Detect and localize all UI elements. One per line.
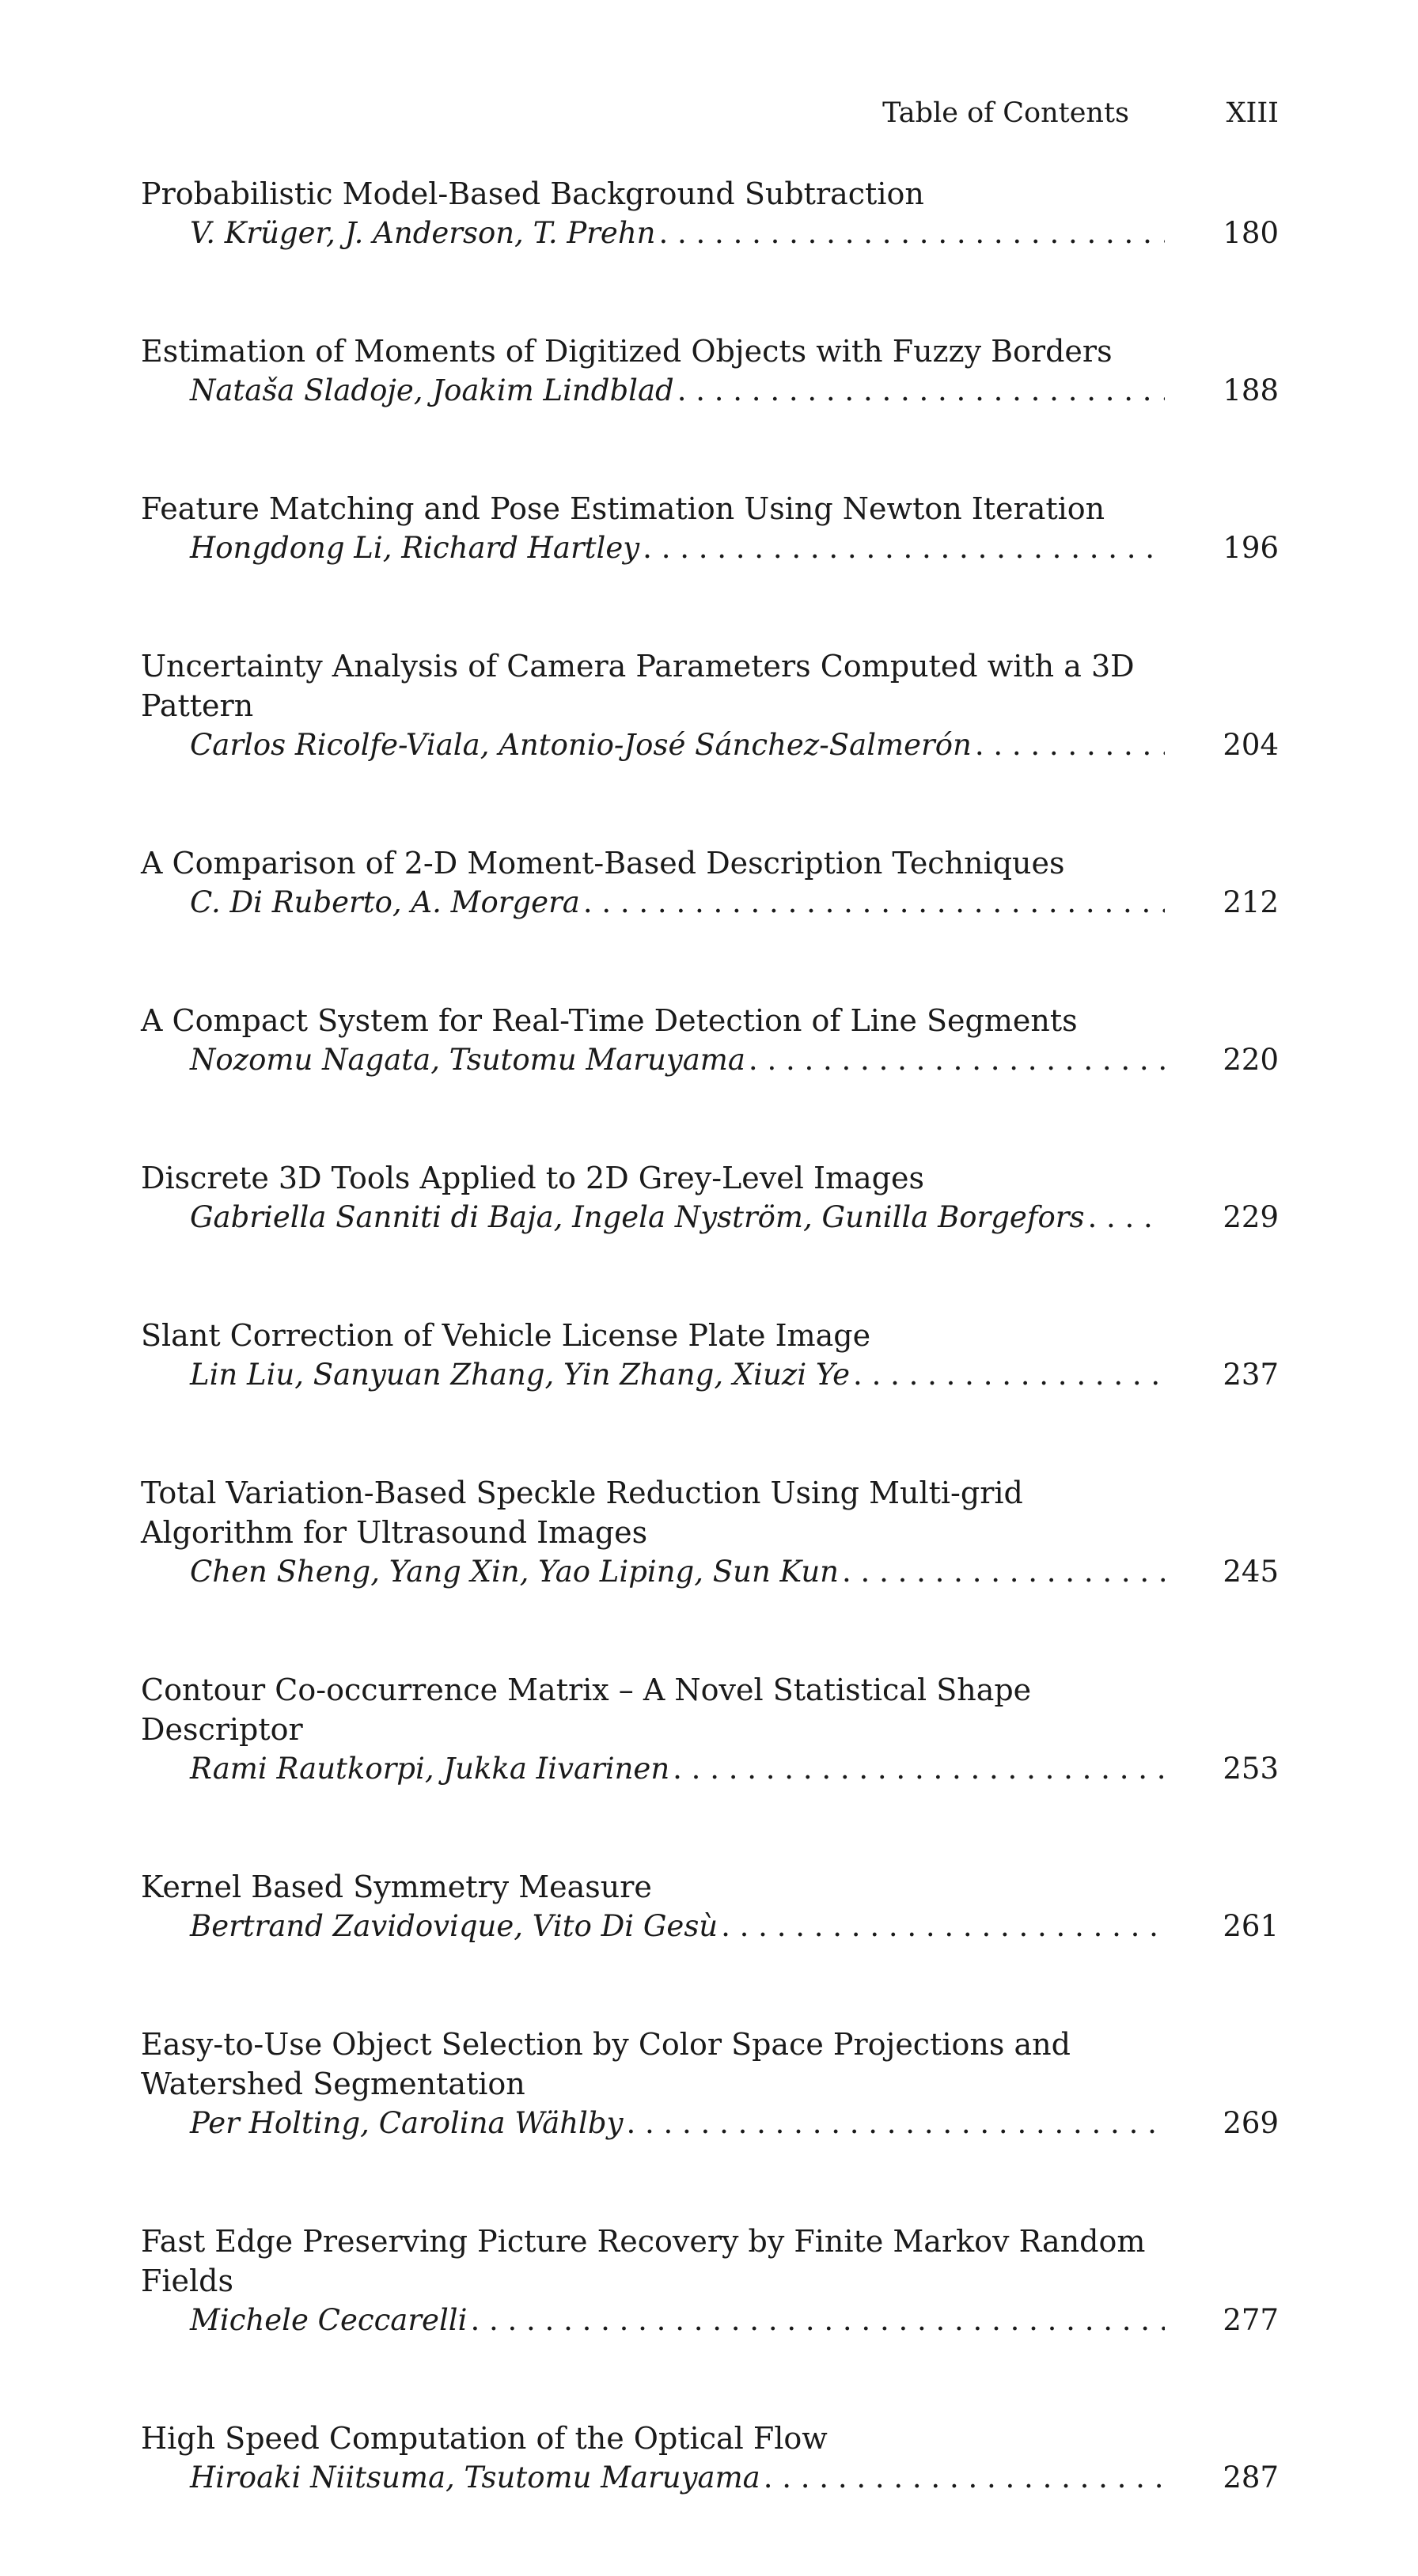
running-head: [141, 93, 1279, 133]
entry-page-number: 229: [1223, 1200, 1279, 1234]
entry-author-line: [141, 1749, 1279, 1789]
toc-entry: [141, 1158, 1279, 1237]
entry-author-line: [141, 2301, 1279, 2340]
entry-author-line: [141, 1552, 1279, 1592]
entry-title: Estimation of Moments of Digitized Objects with Fuzzy Borders: [141, 334, 1113, 369]
table-of-contents: [141, 174, 1279, 2576]
entry-author-line: [141, 1355, 1279, 1395]
entry-title: Slant Correction of Vehicle License Plate Image: [141, 1318, 871, 1353]
entry-author-line: [141, 1198, 1279, 1237]
dot-leader: [842, 1552, 1165, 1592]
dot-leader: [975, 725, 1165, 765]
entry-page-number: 212: [1223, 885, 1279, 919]
entry-title: Easy-to-Use Object Selection by Color Space Projections and Watershed Segmentation: [141, 2027, 1071, 2101]
dot-leader: [673, 1749, 1165, 1789]
entry-authors: Chen Sheng, Yang Xin, Yao Liping, Sun Kun: [190, 1555, 840, 1589]
entry-author-line: [141, 1040, 1279, 1080]
entry-authors: Hiroaki Niitsuma, Tsutomu Maruyama: [190, 2460, 760, 2495]
entry-authors: C. Di Ruberto, A. Morgera: [190, 885, 580, 919]
entry-author-line: [141, 528, 1279, 568]
dot-leader: [677, 371, 1165, 411]
entry-page-number: 220: [1223, 1043, 1279, 1077]
entry-title: A Comparison of 2-D Moment-Based Description Techniques: [141, 846, 1065, 881]
dot-leader: [626, 2104, 1165, 2143]
entry-authors: Gabriella Sanniti di Baja, Ingela Nyström, Gunilla Borgefors: [190, 1200, 1085, 1234]
dot-leader: [749, 1040, 1165, 1080]
entry-title: Feature Matching and Pose Estimation Using Newton Iteration: [141, 491, 1105, 526]
dot-leader: [658, 214, 1165, 253]
entry-authors: Lin Liu, Sanyuan Zhang, Yin Zhang, Xiuzi Ye: [190, 1358, 851, 1392]
entry-authors: Nataša Sladoje, Joakim Lindblad: [190, 373, 674, 407]
entry-author-line: [141, 1907, 1279, 1946]
entry-page-number: 245: [1223, 1555, 1279, 1589]
dot-leader: [583, 883, 1165, 922]
entry-authors: Per Holting, Carolina Wählby: [190, 2106, 624, 2140]
entry-title: Fast Edge Preserving Picture Recovery by Finite Markov Random Fields: [141, 2224, 1146, 2298]
entry-title: High Speed Computation of the Optical Flow: [141, 2421, 828, 2456]
toc-entry: [141, 646, 1279, 765]
entry-title: Kernel Based Symmetry Measure: [141, 1869, 652, 1904]
entry-page-number: 196: [1223, 531, 1279, 565]
entry-title: Contour Co-occurrence Matrix – A Novel Statistical Shape Descriptor: [141, 1673, 1032, 1747]
toc-entry: [141, 489, 1279, 568]
entry-authors: Bertrand Zavidovique, Vito Di Gesù: [190, 1909, 718, 1943]
entry-author-line: [141, 2104, 1279, 2143]
entry-authors: Nozomu Nagata, Tsutomu Maruyama: [190, 1043, 745, 1077]
entry-title: A Compact System for Real-Time Detection of Line Segments: [141, 1003, 1078, 1038]
dot-leader: [721, 1907, 1165, 1946]
toc-entry: [141, 843, 1279, 922]
toc-entry: [141, 174, 1279, 253]
toc-entry: [141, 1473, 1279, 1592]
entry-title: Uncertainty Analysis of Camera Parameters Computed with a 3D Pattern: [141, 649, 1135, 723]
running-head-page-number: XIII: [1226, 97, 1279, 129]
entry-author-line: [141, 371, 1279, 411]
entry-authors: Carlos Ricolfe-Viala, Antonio-José Sánchez-Salmerón: [190, 728, 972, 762]
entry-author-line: [141, 2458, 1279, 2498]
entry-page-number: 237: [1223, 1358, 1279, 1392]
entry-title: Discrete 3D Tools Applied to 2D Grey-Level Images: [141, 1161, 924, 1195]
dot-leader: [470, 2301, 1165, 2340]
entry-page-number: 253: [1223, 1752, 1279, 1786]
toc-entry: [141, 1316, 1279, 1395]
entry-page-number: 269: [1223, 2106, 1279, 2140]
toc-entry: [141, 1001, 1279, 1080]
entry-authors: Hongdong Li, Richard Hartley: [190, 531, 640, 565]
dot-leader: [1087, 1198, 1165, 1237]
entry-page-number: 277: [1223, 2303, 1279, 2337]
toc-entry: [141, 1670, 1279, 1789]
toc-entry: [141, 1867, 1279, 1946]
entry-author-line: [141, 883, 1279, 922]
entry-title: Probabilistic Model-Based Background Subtraction: [141, 176, 924, 211]
toc-entry: [141, 2419, 1279, 2498]
entry-page-number: 261: [1223, 1909, 1279, 1943]
toc-entry: [141, 2222, 1279, 2340]
entry-page-number: 180: [1223, 216, 1279, 250]
entry-page-number: 188: [1223, 373, 1279, 407]
entry-authors: Michele Ceccarelli: [190, 2303, 468, 2337]
toc-entry: [141, 2025, 1279, 2143]
entry-authors: V. Krüger, J. Anderson, T. Prehn: [190, 216, 656, 250]
running-head-title: Table of Contents: [882, 97, 1129, 129]
dot-leader: [643, 528, 1165, 568]
entry-page-number: 204: [1223, 728, 1279, 762]
entry-authors: Rami Rautkorpi, Jukka Iivarinen: [190, 1752, 670, 1786]
toc-entry: [141, 331, 1279, 411]
entry-author-line: [141, 214, 1279, 253]
entry-author-line: [141, 725, 1279, 765]
entry-title: Total Variation-Based Speckle Reduction Using Multi-grid Algorithm for Ultrasound Images: [141, 1476, 1023, 1550]
dot-leader: [853, 1355, 1165, 1395]
entry-page-number: 287: [1223, 2460, 1279, 2495]
dot-leader: [764, 2458, 1165, 2498]
